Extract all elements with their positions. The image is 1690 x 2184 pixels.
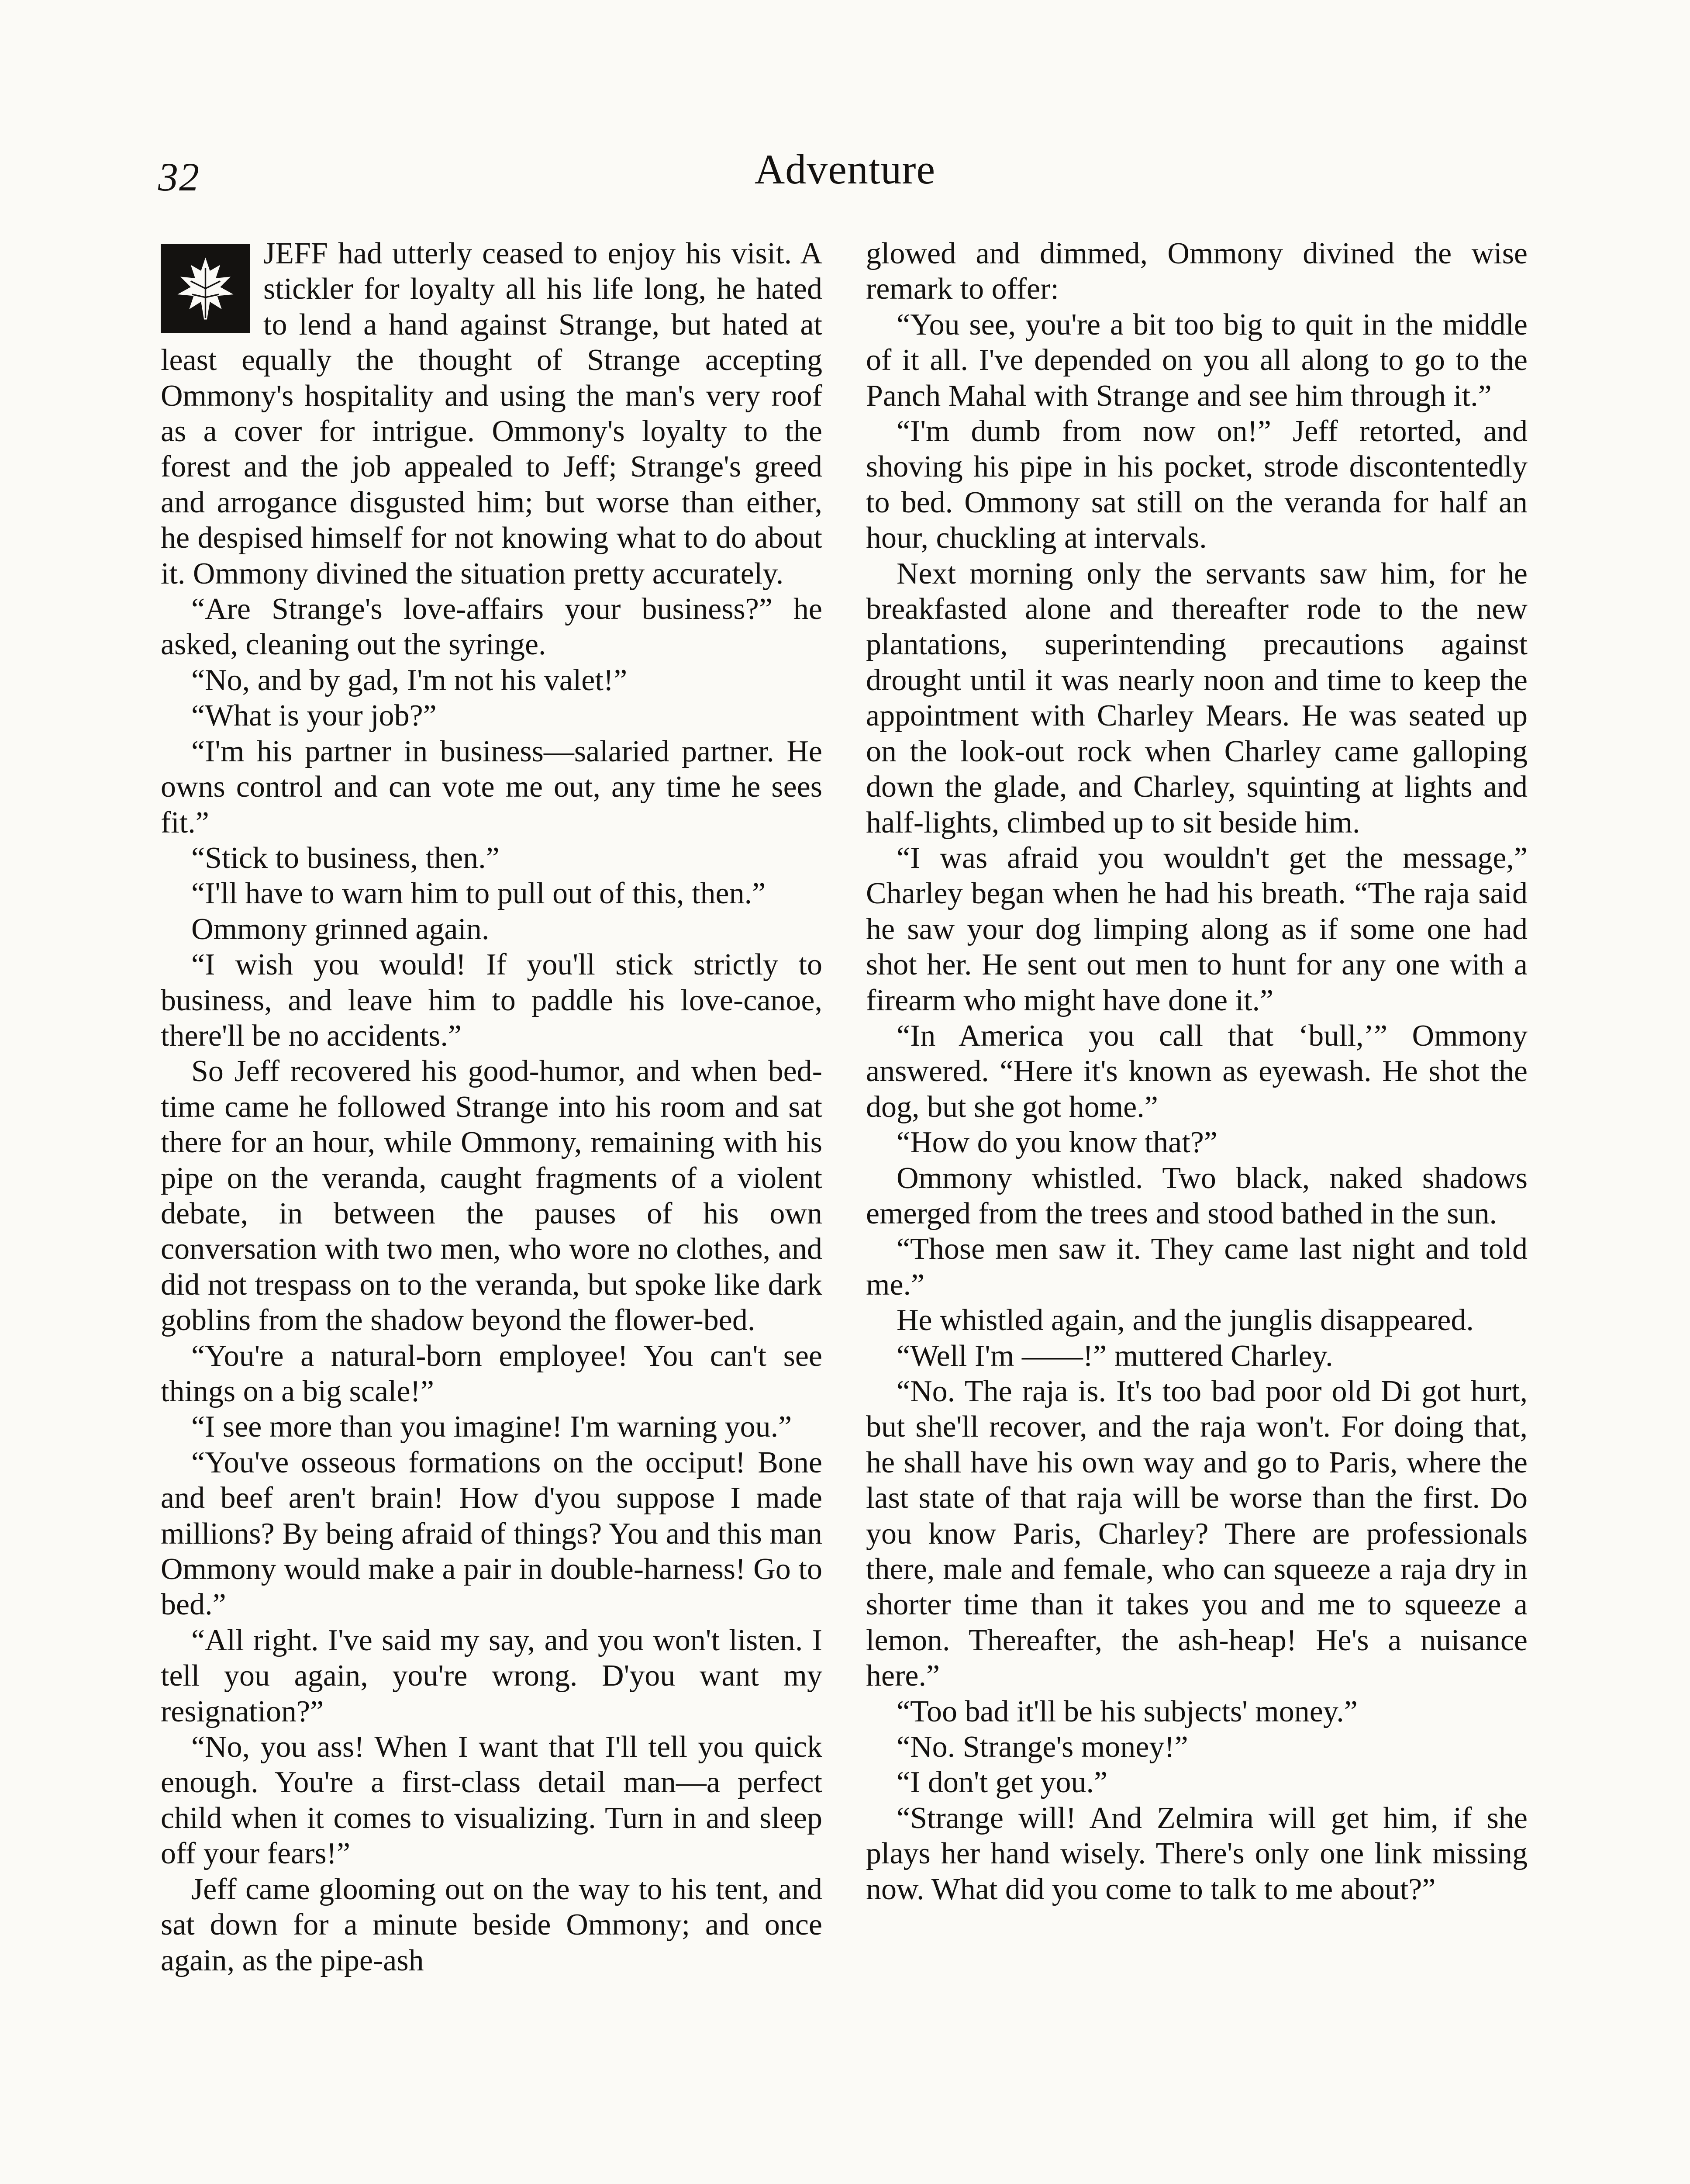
paragraph: Next morning only the servants saw him, for he breakfasted alone and thereafter rode to the new plantations, superintending precautions against drought until it was nearly noon and time to keep the appointment with Charley Mears. He was seated up on the look-out rock when Charley came galloping down the glade, and Charley, squinting at lights and half-lights, climbed up to sit beside him. bbox=[866, 556, 1528, 840]
paragraph: “I'm his partner in business—salaried partner. He owns control and can vote me out, any time he sees fit.” bbox=[161, 734, 822, 840]
page-number: 32 bbox=[158, 155, 200, 199]
paragraph: So Jeff recovered his good-humor, and when bed-time came he followed Strange into his room and sat there for an hour, while Ommony, remaining with his pipe on the veranda, caught fragments of a violent debate, in between the pauses of his own conversation with two men, who wore no clothes, and did not trespass on to the veranda, but spoke like dark goblins from the shadow beyond the flower-bed. bbox=[161, 1054, 822, 1337]
paragraph: glowed and dimmed, Ommony divined the wise remark to offer: bbox=[866, 237, 1528, 306]
running-head-title: Adventure bbox=[754, 146, 936, 193]
paragraph: “Strange will! And Zelmira will get him, if she plays her hand wisely. There's only one link missing now. What did you come to talk to me about?” bbox=[866, 1801, 1528, 1906]
paragraph: Jeff came glooming out on the way to his tent, and sat down for a minute beside Ommony; and once again, as the pipe-ash bbox=[161, 1872, 822, 1977]
paragraph: “All right. I've said my say, and you won't listen. I tell you again, you're wrong. D'you want my resignation?” bbox=[161, 1623, 822, 1728]
paragraph: “Too bad it'll be his subjects' money.” bbox=[897, 1694, 1358, 1728]
paragraph: “I see more than you imagine! I'm warning you.” bbox=[191, 1410, 792, 1444]
paragraph: “I was afraid you wouldn't get the message,” Charley began when he had his breath. “The raja said he saw your dog limping along as if some one had shot her. He sent out men to hunt for any one with a firearm who might have done it.” bbox=[866, 841, 1528, 1017]
paragraph: JEFF had utterly ceased to enjoy his visit. A stickler for loyalty all his life long, he hated to lend a hand against Strange, but hated at least equally the thought of Strange accepting Ommony's hospitality and using the man's very roof as a cover for intrigue. Ommony's loyalty to the forest and the job appealed to Jeff; Strange's greed and arrogance disgusted him; but worse than either, he despised himself for not knowing what to do about it. Ommony divined the situation pretty accurately. bbox=[161, 237, 822, 591]
paragraph: “You see, you're a bit too big to quit in the middle of it all. I've depended on you all along to go to the Panch Mahal with Strange and see him through it.” bbox=[866, 308, 1528, 413]
paragraph: “I wish you would! If you'll stick strictly to business, and leave him to paddle his love-canoe, there'll be no accidents.” bbox=[161, 948, 822, 1053]
paragraph: “Are Strange's love-affairs your business?” he asked, cleaning out the syringe. bbox=[161, 592, 822, 662]
paragraph: “What is your job?” bbox=[191, 699, 437, 733]
paragraph: “No, and by gad, I'm not his valet!” bbox=[191, 663, 628, 697]
paragraph: “Stick to business, then.” bbox=[191, 841, 500, 875]
left-column bbox=[161, 236, 822, 1978]
paragraph: Ommony grinned again. bbox=[191, 912, 490, 946]
paragraph: “I'm dumb from now on!” Jeff retorted, and shoving his pipe in his pocket, strode discontentedly to bed. Ommony sat still on the veranda for half an hour, chuckling at intervals. bbox=[866, 415, 1528, 555]
paragraph: “Well I'm ——!” muttered Charley. bbox=[897, 1339, 1333, 1373]
paragraph: “No. The raja is. It's too bad poor old Di got hurt, but she'll recover, and the raja won't. For doing that, he shall have his own way and go to Paris, where the last state of that raja will be worse than the first. Do you know Paris, Charley? There are professionals there, male and female, who can squeeze a raja dry in shorter time than it takes you and me to squeeze a lemon. Thereafter, the ash-heap! He's a nuisance here.” bbox=[866, 1375, 1528, 1693]
right-column bbox=[866, 236, 1528, 1907]
paragraph: He whistled again, and the junglis disappeared. bbox=[897, 1303, 1474, 1337]
paragraph: “I don't get you.” bbox=[897, 1766, 1108, 1800]
paragraph: “You've osseous formations on the occiput! Bone and beef aren't brain! How d'you suppose I made millions? By being afraid of things? You and this man Ommony would make a pair in double-harness! Go to bed.” bbox=[161, 1445, 822, 1622]
paragraph: Ommony whistled. Two black, naked shadows emerged from the trees and stood bathed in the sun. bbox=[866, 1161, 1528, 1230]
paragraph: “In America you call that ‘bull,’” Ommony answered. “Here it's known as eyewash. He shot the dog, but she got home.” bbox=[866, 1019, 1528, 1124]
paragraph: “How do you know that?” bbox=[897, 1126, 1217, 1160]
leaf-ornament-icon bbox=[161, 244, 250, 333]
paragraph: “I'll have to warn him to pull out of this, then.” bbox=[191, 877, 766, 911]
paragraph: “No. Strange's money!” bbox=[897, 1730, 1188, 1764]
paragraph: “You're a natural-born employee! You can't see things on a big scale!” bbox=[161, 1339, 822, 1408]
paragraph: “No, you ass! When I want that I'll tell you quick enough. You're a first-class detail man—a perfect child when it comes to visualizing. Turn in and sleep off your fears!” bbox=[161, 1730, 822, 1871]
paragraph: “Those men saw it. They came last night and told me.” bbox=[866, 1232, 1528, 1302]
